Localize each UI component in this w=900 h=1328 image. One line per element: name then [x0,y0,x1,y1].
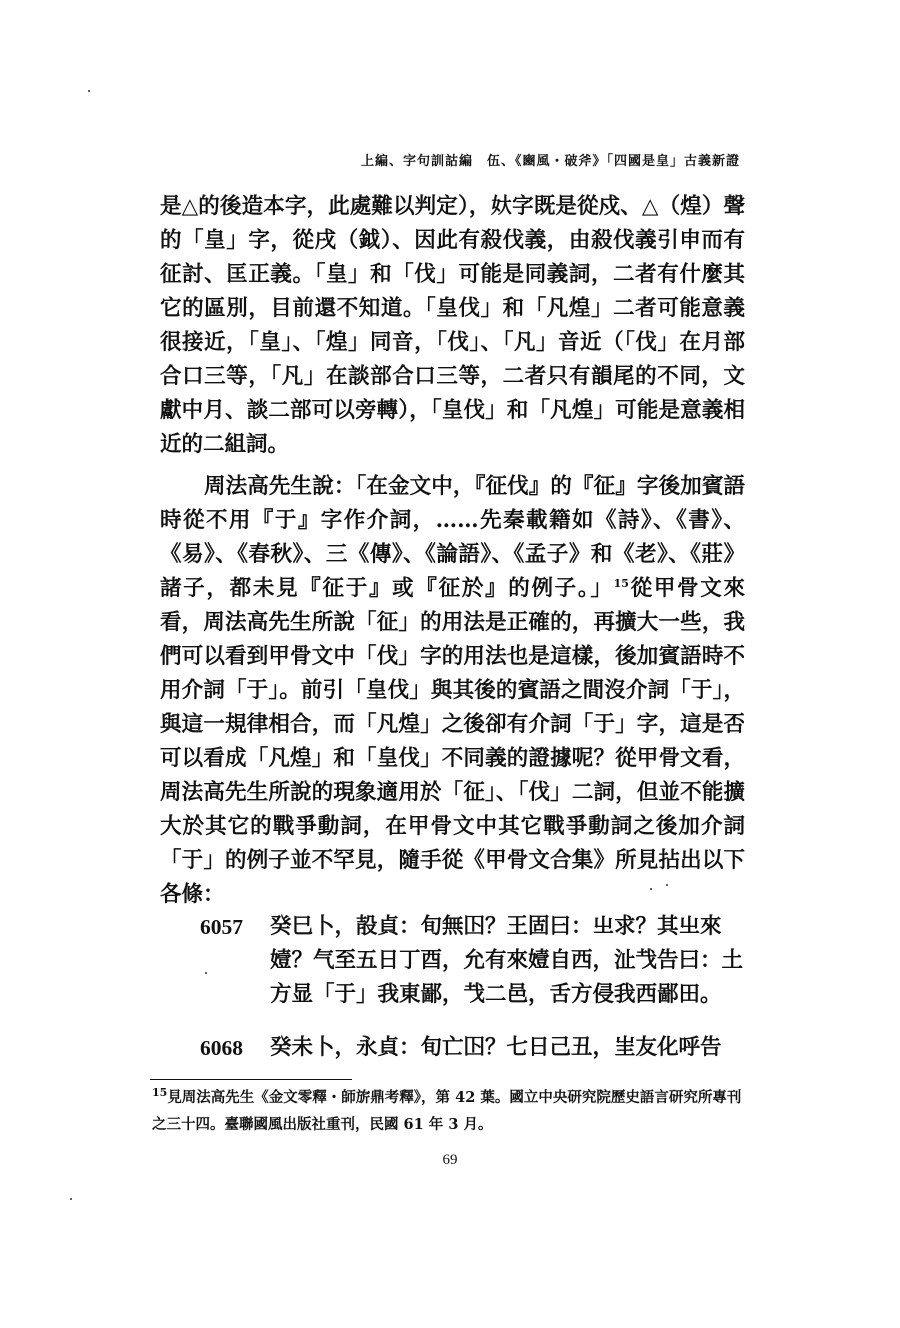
oracle-entry [200,1031,745,1065]
body-paragraph-1: 是△的後造本字，此處難以判定），𡚻字既是從戍、△（煌）聲的「皇」字，從戌（鉞）、因此有殺伐義，由殺伐義引申而有征討、匡正義。「皇」和「伐」可能是同義詞，二者有什麼其它的區別，目前還不知道。「皇伐」和「凡煌」二者可能意義很接近，「皇」、「煌」同音，「伐」、「凡」音近（「伐」在月部合口三等，「凡」在談部合口三等，二者只有韻尾的不同，文獻中月、談二部可以旁轉），「皇伐」和「凡煌」可能是意義相近的二組詞。 [160,194,745,457]
footnote-reference[interactable]: 15 [613,576,629,590]
footnote-divider [150,1079,352,1080]
scan-speck [88,90,90,92]
scan-speck [666,884,668,886]
running-header: 上編、字句訓詁編 伍、《豳風・破斧》「四國是皇」古義新證 [360,154,740,169]
entry-number: 6068 [200,1036,243,1060]
entry-text: 癸巳卜，㱿貞：旬無𡆥？王固曰：㞢求？其㞢來嬄？气至五日丁酉，允有來嬄自西，沚𢦏告曰：土方显「于」我東鄙，𢦏二邑，舌方侵我西鄙田。 [270,914,744,1007]
entry-number: 6057 [200,915,243,939]
footnote-text: 見周法高先生《金文零釋・師旂鼎考釋》，第 42 葉。國立中央研究院歷史語言研究所專刊之三十四。臺聯國風出版社重刊，民國 61 年 3 月。 [152,1089,742,1133]
paragraph-2-text-before-note: 周法高先生說：「在金文中，『征伐』的『征』字後加賓語時從不用『于』字作介詞，……先秦載籍如《詩》、《書》、《易》、《春秋》、三《傳》、《論語》、《孟子》和《老》、《莊》諸子，都未見『征于』或『征於』的例子。」 [160,474,745,601]
page-number: 69 [442,1152,458,1168]
footnote [152,1084,742,1138]
oracle-entry [200,910,745,1012]
scan-speck [70,1198,72,1200]
scan-speck [650,888,652,890]
entry-text: 癸未卜，永貞：旬亡𡆥？七日己丑，㞷友化呼告 [270,1035,722,1060]
footnote-number: 15 [152,1086,168,1100]
paragraph-2-text-after-note: 從甲骨文來看，周法高先生所說「征」的用法是正確的，再擴大一些，我們可以看到甲骨文中「伐」字的用法也是這樣，後加賓語時不用介詞「于」。前引「皇伐」與其後的賓語之間沒介詞「于」，與這一規律相合，而「凡煌」之後卻有介詞「于」字，這是否可以看成「凡煌」和「皇伐」不同義的證據呢？從甲骨文看，周法高先生所說的現象適用於「征」、「伐」二詞，但並不能擴大於其它的戰爭動詞，在甲骨文中其它戰爭動詞之後加介詞「于」的例子並不罕見，隨手從《甲骨文合集》所見拈出以下各條： [160,576,745,907]
scan-speck [205,972,207,974]
body-paragraph-2 [160,470,745,912]
